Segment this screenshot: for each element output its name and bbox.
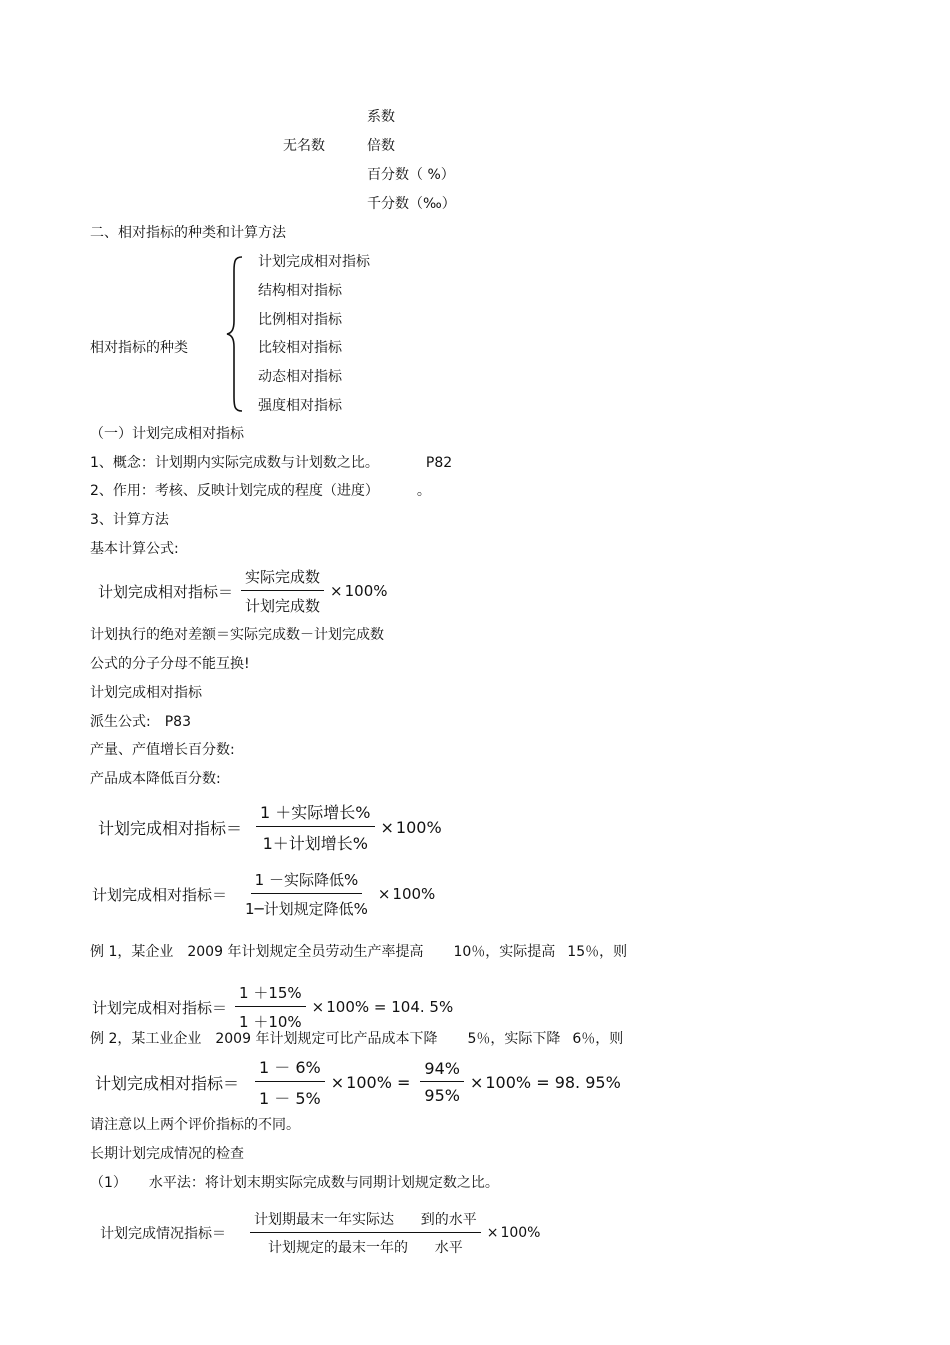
- kind-item: 比例相对指标: [258, 312, 342, 328]
- times-sign: ×: [330, 582, 343, 600]
- numerator: 1 ＋15%: [235, 982, 306, 1007]
- formula-mid: 100% =: [346, 1072, 411, 1092]
- formula-lhs: 计划完成相对指标＝: [98, 582, 234, 601]
- fraction: [255, 1055, 325, 1109]
- example1-part: 15％，则: [567, 944, 628, 960]
- hundred-percent: 100%: [344, 582, 388, 600]
- decrease-formula: [92, 869, 435, 919]
- times-sign: ×: [330, 1072, 345, 1092]
- derived-line: [90, 715, 191, 729]
- formula-result: 100% = 104. 5%: [326, 998, 454, 1016]
- multiple-item: 倍数: [367, 138, 395, 154]
- formula-lhs: 计划完成相对指标＝: [95, 1073, 240, 1093]
- example1-part: 2009 年计划规定全员劳动生产率提高: [187, 944, 424, 960]
- example2-part: 2009 年计划规定可比产品成本下降: [215, 1031, 438, 1047]
- fraction: [241, 869, 372, 919]
- basic-formula-label: 基本计算公式:: [90, 541, 179, 557]
- example1-part: 例 1，某企业: [90, 944, 174, 960]
- percent-item: 百分数（ %）: [367, 167, 455, 183]
- page-ref: P83: [164, 714, 191, 730]
- denominator: 1─计划规定降低%: [245, 900, 368, 918]
- derived-label: 派生公式:: [90, 714, 151, 730]
- decrease-label: 产品成本降低百分数:: [90, 771, 221, 787]
- level-formula: [100, 1209, 540, 1257]
- formula-lhs: 计划完成相对指标＝: [92, 885, 228, 904]
- swap-note: 公式的分子分母不能互换!: [90, 656, 250, 672]
- example1-part: 10％，实际提高: [453, 944, 556, 960]
- role-end: 。: [416, 483, 431, 499]
- fraction: [235, 982, 306, 1032]
- formula-lhs: 计划完成情况指标＝: [100, 1226, 226, 1242]
- example1-line: [90, 945, 627, 959]
- times-sign: ×: [486, 1225, 499, 1241]
- hundred-percent: 100%: [395, 817, 442, 837]
- numerator: 计划期最末一年实际达 到的水平: [250, 1209, 481, 1233]
- numerator: 1 －实际降低%: [251, 869, 363, 894]
- times-sign: ×: [311, 998, 325, 1016]
- page-ref: P82: [425, 455, 453, 471]
- kind-item: 动态相对指标: [258, 369, 342, 385]
- formula-lhs: 计划完成相对指标＝: [98, 818, 243, 838]
- numerator: 94%: [420, 1059, 464, 1082]
- level-method-line: [90, 1176, 499, 1190]
- formula-result: 100% = 98. 95%: [485, 1072, 621, 1092]
- fraction: [256, 800, 374, 854]
- times-sign: ×: [380, 817, 394, 837]
- abs-diff-line: 计划执行的绝对差额＝实际完成数－计划完成数: [90, 627, 384, 643]
- example2-part: 6％，则: [572, 1031, 624, 1047]
- denominator: 1＋计划增长%: [262, 834, 368, 853]
- left-brace: [224, 255, 246, 413]
- fraction: [420, 1059, 464, 1105]
- denominator: 1 ＋10%: [239, 1013, 302, 1031]
- hundred-percent: 100%: [500, 1225, 541, 1241]
- fraction: [241, 566, 324, 616]
- hundred-percent: 100%: [392, 885, 436, 903]
- permille-item: 千分数（‰）: [367, 196, 456, 212]
- denominator: 计划完成数: [245, 597, 321, 615]
- example1-formula: [92, 982, 453, 1032]
- level-method-num: （1）: [90, 1175, 127, 1191]
- numerator: 实际完成数: [241, 566, 324, 591]
- times-sign: ×: [469, 1072, 484, 1092]
- example2-part: 5％，实际下降: [467, 1031, 561, 1047]
- method-title: 3、计算方法: [90, 512, 169, 528]
- coefficient-item: 系数: [367, 109, 395, 125]
- numerator: 1 ＋实际增长%: [256, 800, 374, 827]
- kind-item: 强度相对指标: [258, 398, 342, 414]
- concept-text: 1、概念：计划期内实际完成数与计划数之比。: [90, 455, 379, 471]
- denominator: 1 － 5%: [259, 1089, 321, 1108]
- section-title: 二、相对指标的种类和计算方法: [90, 225, 286, 241]
- role-text: 2、作用：考核、反映计划完成的程度（进度）: [90, 483, 379, 499]
- role-line: [90, 484, 431, 498]
- level-method-text: 水平法：将计划末期实际完成数与同期计划规定数之比。: [148, 1175, 499, 1191]
- kinds-label: 相对指标的种类: [90, 340, 188, 356]
- kind-item: 结构相对指标: [258, 283, 342, 299]
- example2-line: [90, 1032, 623, 1046]
- concept-line: [90, 456, 452, 470]
- fraction: [250, 1209, 481, 1257]
- formula-lhs: 计划完成相对指标＝: [92, 998, 228, 1017]
- increase-label: 产量、产值增长百分数:: [90, 742, 235, 758]
- long-term-title: 长期计划完成情况的检查: [90, 1146, 244, 1162]
- example2-formula: [95, 1055, 621, 1109]
- plan-label: 计划完成相对指标: [90, 685, 202, 701]
- subsection-title: （一）计划完成相对指标: [90, 426, 244, 442]
- kind-item: 比较相对指标: [258, 340, 342, 356]
- numerator: 1 － 6%: [255, 1055, 325, 1082]
- denominator: 95%: [424, 1086, 460, 1105]
- basic-formula: [98, 566, 388, 616]
- example2-part: 例 2，某工业企业: [90, 1031, 202, 1047]
- times-sign: ×: [377, 885, 391, 903]
- unnamed-number-label: 无名数: [283, 138, 325, 154]
- increase-formula: [98, 800, 442, 854]
- kind-item: 计划完成相对指标: [258, 254, 370, 270]
- difference-note: 请注意以上两个评价指标的不同。: [90, 1117, 300, 1133]
- denominator: 计划规定的最末一年的 水平: [268, 1240, 463, 1256]
